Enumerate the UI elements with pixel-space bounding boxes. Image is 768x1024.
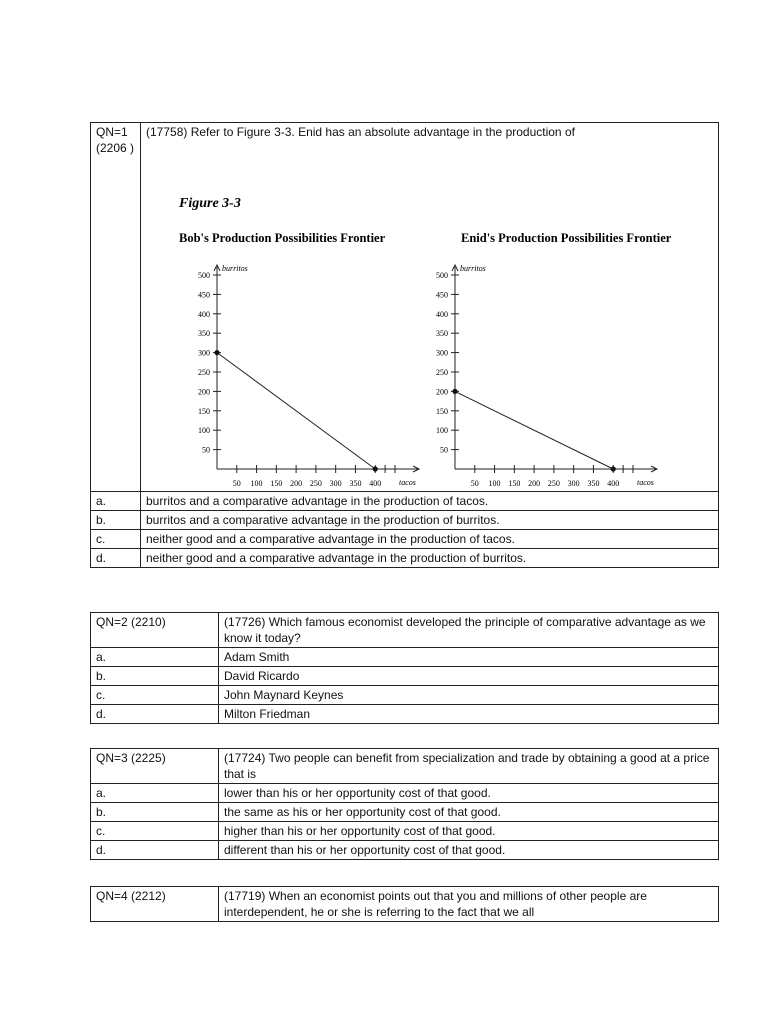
option-text: neither good and a comparative advantage in the production of burritos. (141, 549, 719, 568)
question-number: QN=4 (2212) (91, 887, 219, 922)
x-tick-label: 300 (567, 479, 580, 488)
y-tick-label: 200 (198, 387, 210, 397)
y-tick-label: 400 (198, 309, 210, 319)
option-text: burritos and a comparative advantage in the production of burritos. (141, 511, 719, 530)
option-row[interactable] (91, 549, 719, 568)
question-4-table (90, 886, 719, 922)
y-tick-label: 350 (198, 329, 210, 339)
chart-title: Bob's Production Possibilities Frontier (179, 231, 386, 245)
option-letter: a. (91, 648, 219, 667)
question-stem: (17726) Which famous economist developed the principle of comparative advantage as we know it today? (219, 613, 719, 648)
y-tick-label: 450 (436, 290, 448, 300)
option-letter: b. (91, 667, 219, 686)
figure-title: Figure 3-3 (179, 196, 241, 211)
x-tick-label: 300 (329, 479, 342, 488)
x-axis-label: tacos (399, 478, 416, 487)
option-row[interactable] (91, 648, 719, 667)
y-axis-label: burritos (460, 264, 486, 273)
option-text: John Maynard Keynes (219, 686, 719, 705)
option-row[interactable] (91, 530, 719, 549)
question-stem: (17724) Two people can benefit from specialization and trade by obtaining a good at a price that is (219, 749, 719, 784)
option-letter: b. (91, 511, 141, 530)
x-tick-label: 350 (587, 479, 600, 488)
option-letter: c. (91, 530, 141, 549)
figure-3-3 (141, 155, 719, 495)
x-tick-label: 200 (528, 479, 541, 488)
option-letter: a. (91, 492, 141, 511)
option-text: higher than his or her opportunity cost of that good. (219, 822, 719, 841)
option-text: Adam Smith (219, 648, 719, 667)
y-axis-label: burritos (222, 264, 248, 273)
chart-title: Enid's Production Possibilities Frontier (461, 231, 672, 245)
x-tick-label: 150 (508, 479, 521, 488)
x-tick-label: 50 (470, 479, 479, 488)
y-tick-label: 150 (436, 406, 448, 416)
y-tick-label: 400 (436, 309, 448, 319)
x-tick-label: 400 (607, 479, 620, 488)
option-row[interactable] (91, 822, 719, 841)
option-letter: d. (91, 549, 141, 568)
option-letter: c. (91, 822, 219, 841)
option-row[interactable] (91, 686, 719, 705)
x-tick-label: 150 (270, 479, 283, 488)
enid-ppf-chart (436, 231, 672, 488)
question-stem-cell (141, 123, 719, 492)
question-number: QN=3 (2225) (91, 749, 219, 784)
x-tick-label: 400 (369, 479, 382, 488)
option-row[interactable] (91, 705, 719, 724)
ppf-point (373, 466, 378, 471)
question-number: QN=2 (2210) (91, 613, 219, 648)
option-row[interactable] (91, 784, 719, 803)
option-text: different than his or her opportunity cost of that good. (219, 841, 719, 860)
y-tick-label: 100 (436, 426, 448, 436)
y-tick-label: 150 (198, 406, 210, 416)
x-tick-label: 250 (309, 479, 322, 488)
option-text: lower than his or her opportunity cost of that good. (219, 784, 719, 803)
y-tick-label: 250 (436, 368, 448, 377)
option-text: neither good and a comparative advantage in the production of tacos. (141, 530, 719, 549)
question-number: QN=1 (2206 ) (91, 123, 141, 492)
y-tick-label: 500 (198, 271, 210, 280)
option-text: Milton Friedman (219, 705, 719, 724)
y-tick-label: 250 (198, 368, 210, 377)
y-tick-label: 300 (436, 348, 448, 358)
y-tick-label: 50 (440, 445, 448, 455)
x-tick-label: 250 (547, 479, 560, 488)
x-axis-label: tacos (637, 478, 654, 487)
y-tick-label: 350 (436, 329, 448, 339)
y-tick-label: 450 (198, 290, 210, 300)
option-letter: c. (91, 686, 219, 705)
x-tick-label: 100 (488, 479, 501, 488)
y-tick-label: 100 (198, 426, 210, 436)
option-text: the same as his or her opportunity cost of that good. (219, 803, 719, 822)
ppf-point (611, 466, 616, 471)
option-letter: a. (91, 784, 219, 803)
x-tick-label: 50 (232, 479, 241, 488)
x-tick-label: 200 (290, 479, 303, 488)
option-row[interactable] (91, 841, 719, 860)
question-stem: (17758) Refer to Figure 3-3. Enid has an absolute advantage in the production of (146, 125, 575, 139)
ppf-point (452, 389, 457, 394)
option-letter: d. (91, 841, 219, 860)
bob-ppf-chart (179, 231, 419, 488)
question-1-table (90, 122, 719, 568)
ppf-line (455, 391, 613, 469)
option-letter: d. (91, 705, 219, 724)
y-tick-label: 50 (202, 445, 210, 455)
x-tick-label: 100 (250, 479, 263, 488)
question-2-table (90, 612, 719, 724)
ppf-point (214, 350, 219, 355)
option-text: burritos and a comparative advantage in the production of tacos. (141, 492, 719, 511)
option-row[interactable] (91, 511, 719, 530)
option-row[interactable] (91, 803, 719, 822)
question-stem: (17719) When an economist points out that you and millions of other people are interdependent, he or she is referring to the fact that we all (219, 887, 719, 922)
ppf-line (217, 353, 375, 469)
x-tick-label: 350 (349, 479, 362, 488)
option-text: David Ricardo (219, 667, 719, 686)
question-3-table (90, 748, 719, 860)
option-letter: b. (91, 803, 219, 822)
y-tick-label: 500 (436, 271, 448, 280)
option-row[interactable] (91, 667, 719, 686)
y-tick-label: 200 (436, 387, 448, 397)
y-tick-label: 300 (198, 348, 210, 358)
